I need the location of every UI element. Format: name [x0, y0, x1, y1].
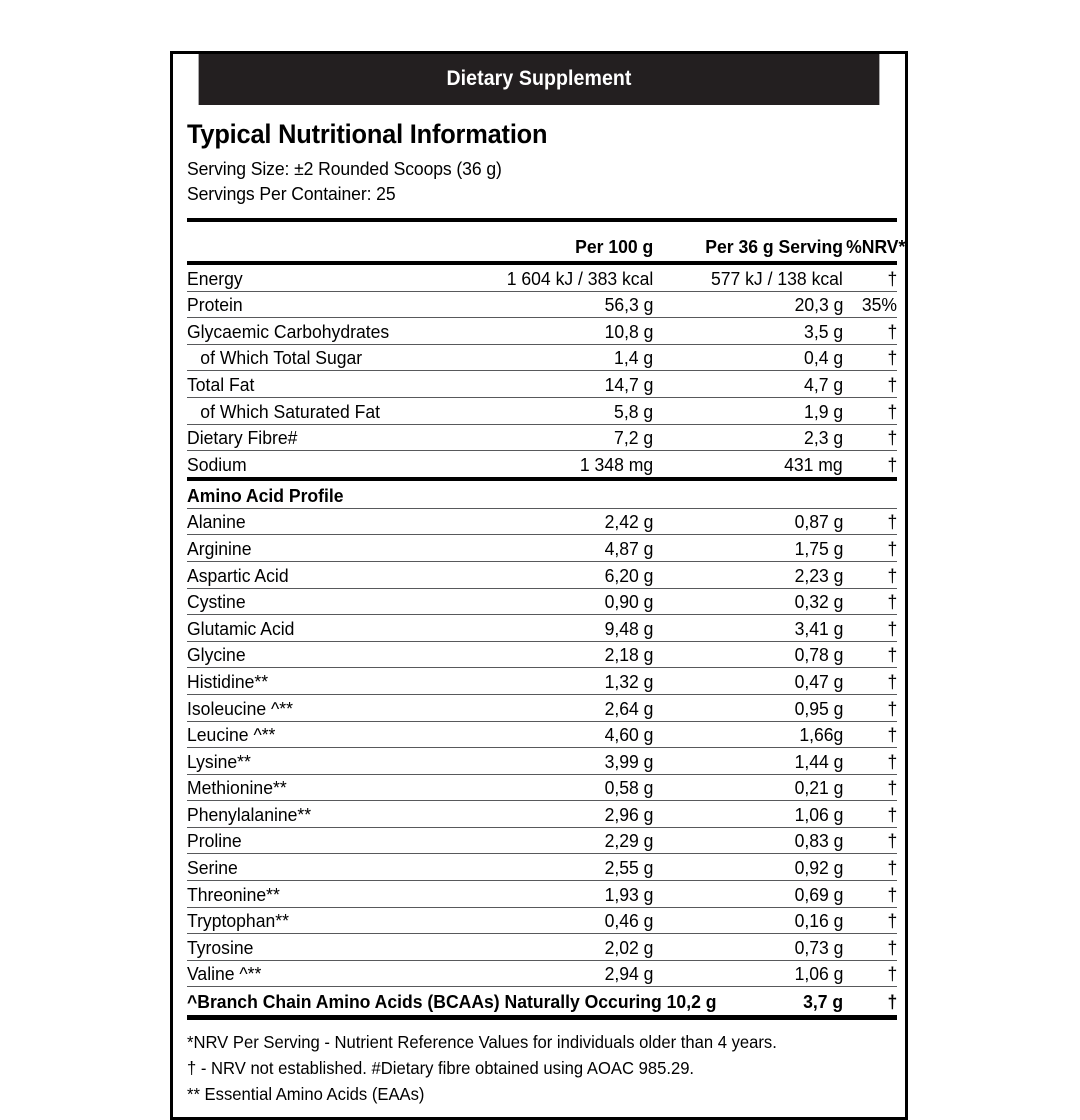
value-per-serving: 1,9 g — [653, 397, 843, 424]
value-nrv: † — [843, 854, 897, 881]
value-per-serving: 1,66g — [653, 721, 843, 748]
serving-size: Serving Size: ±2 Rounded Scoops (36 g) — [187, 158, 502, 179]
table-row — [187, 291, 897, 318]
banner-label: Dietary Supplement — [446, 67, 632, 90]
row-label: Leucine ^** — [187, 721, 461, 748]
value-per-100g: 2,29 g — [461, 827, 653, 854]
value-per-100g: 0,46 g — [461, 907, 653, 934]
value-per-100g: 0,90 g — [461, 588, 653, 615]
value-per-100g: 1 604 kJ / 383 kcal — [461, 263, 653, 291]
value-per-serving: 0,78 g — [653, 641, 843, 668]
table-row — [187, 801, 897, 828]
value-per-100g: 7,2 g — [461, 424, 653, 451]
row-label: Serine — [187, 854, 461, 881]
value-nrv: † — [843, 371, 897, 398]
nutrition-label-panel — [170, 51, 908, 1120]
nutrition-table-body — [187, 220, 906, 1018]
column-header-per-serving: Per 36 g Serving — [653, 220, 843, 263]
value-nrv: † — [843, 668, 897, 695]
table-row — [187, 641, 897, 668]
value-per-serving: 1,75 g — [653, 535, 843, 562]
row-label: Tyrosine — [187, 934, 461, 961]
value-per-100g: 2,02 g — [461, 934, 653, 961]
table-row — [187, 371, 897, 398]
value-per-serving: 577 kJ / 138 kcal — [653, 263, 843, 291]
value-per-serving: 2,23 g — [653, 561, 843, 588]
value-per-serving: 2,3 g — [653, 424, 843, 451]
value-nrv: † — [843, 641, 897, 668]
value-per-100g: 56,3 g — [461, 291, 653, 318]
table-row — [187, 535, 897, 562]
value-nrv: † — [843, 774, 897, 801]
value-per-serving: 431 mg — [653, 451, 843, 479]
table-row — [187, 615, 897, 642]
bcaa-value-per-serving: 3,7 g — [653, 987, 843, 1018]
dietary-supplement-banner — [199, 54, 880, 105]
table-row — [187, 344, 897, 371]
value-per-serving: 1,44 g — [653, 748, 843, 775]
value-nrv: † — [843, 263, 897, 291]
value-per-100g: 3,99 g — [461, 748, 653, 775]
value-per-serving: 0,92 g — [653, 854, 843, 881]
value-per-serving: 0,4 g — [653, 344, 843, 371]
value-per-serving: 0,21 g — [653, 774, 843, 801]
value-nrv: † — [843, 344, 897, 371]
value-nrv: † — [843, 721, 897, 748]
value-nrv: † — [843, 694, 897, 721]
row-label: of Which Total Sugar — [187, 344, 461, 371]
table-row — [187, 397, 897, 424]
row-label: Aspartic Acid — [187, 561, 461, 588]
value-per-serving: 0,16 g — [653, 907, 843, 934]
table-row — [187, 881, 897, 908]
value-per-serving: 3,5 g — [653, 318, 843, 345]
value-per-100g: 5,8 g — [461, 397, 653, 424]
value-per-100g: 2,42 g — [461, 508, 653, 535]
row-label: Glutamic Acid — [187, 615, 461, 642]
column-header-nrv: %NRV* — [843, 220, 897, 263]
value-per-serving: 0,47 g — [653, 668, 843, 695]
row-label: Phenylalanine** — [187, 801, 461, 828]
table-row — [187, 508, 897, 535]
table-row — [187, 748, 897, 775]
value-per-serving: 1,06 g — [653, 801, 843, 828]
value-nrv: † — [843, 397, 897, 424]
table-row — [187, 424, 897, 451]
value-nrv: † — [843, 535, 897, 562]
bcaa-label: ^Branch Chain Amino Acids (BCAAs) Naturally Occuring 10,2 g — [187, 987, 653, 1018]
value-nrv: † — [843, 748, 897, 775]
row-label: Methionine** — [187, 774, 461, 801]
table-row — [187, 263, 897, 291]
value-per-100g: 1 348 mg — [461, 451, 653, 479]
value-nrv: † — [843, 881, 897, 908]
table-row — [187, 960, 897, 987]
table-row — [187, 907, 897, 934]
bcaa-value-nrv: † — [843, 987, 897, 1018]
label-body — [173, 119, 905, 1117]
value-per-100g: 6,20 g — [461, 561, 653, 588]
value-per-100g: 10,8 g — [461, 318, 653, 345]
nutrition-table — [187, 218, 906, 1020]
value-per-serving: 4,7 g — [653, 371, 843, 398]
row-label: Sodium — [187, 451, 461, 479]
table-row — [187, 561, 897, 588]
table-row — [187, 721, 897, 748]
value-nrv: † — [843, 827, 897, 854]
serving-info — [187, 156, 891, 206]
row-label: Glycine — [187, 641, 461, 668]
row-label: Protein — [187, 291, 461, 318]
footnotes — [187, 1020, 891, 1117]
value-per-100g: 1,93 g — [461, 881, 653, 908]
row-label: Alanine — [187, 508, 461, 535]
value-per-100g: 2,64 g — [461, 694, 653, 721]
row-label: Cystine — [187, 588, 461, 615]
value-per-100g: 2,94 g — [461, 960, 653, 987]
page-title: Typical Nutritional Information — [187, 119, 548, 149]
row-label: Arginine — [187, 535, 461, 562]
value-per-serving: 0,73 g — [653, 934, 843, 961]
value-nrv: † — [843, 318, 897, 345]
value-nrv: † — [843, 960, 897, 987]
value-per-100g: 2,96 g — [461, 801, 653, 828]
value-nrv: † — [843, 907, 897, 934]
table-row — [187, 934, 897, 961]
table-row — [187, 827, 897, 854]
table-row — [187, 774, 897, 801]
row-label: Lysine** — [187, 748, 461, 775]
value-per-100g: 0,58 g — [461, 774, 653, 801]
value-per-serving: 1,06 g — [653, 960, 843, 987]
value-nrv: † — [843, 588, 897, 615]
bcaa-summary-row — [187, 987, 897, 1018]
value-nrv: † — [843, 424, 897, 451]
table-row — [187, 588, 897, 615]
row-label: Histidine** — [187, 668, 461, 695]
row-label: Tryptophan** — [187, 907, 461, 934]
value-nrv: † — [843, 934, 897, 961]
table-row — [187, 451, 897, 479]
row-label: of Which Saturated Fat — [187, 397, 461, 424]
value-per-100g: 4,60 g — [461, 721, 653, 748]
value-nrv: † — [843, 508, 897, 535]
value-per-100g: 4,87 g — [461, 535, 653, 562]
column-header-name — [187, 220, 461, 263]
row-label: Glycaemic Carbohydrates — [187, 318, 461, 345]
value-per-100g: 9,48 g — [461, 615, 653, 642]
section-header-amino-acid-profile — [187, 479, 897, 509]
value-per-100g: 2,18 g — [461, 641, 653, 668]
table-row — [187, 668, 897, 695]
value-nrv: † — [843, 801, 897, 828]
footnote-eaa: ** Essential Amino Acids (EAAs) — [187, 1084, 425, 1105]
value-nrv: † — [843, 561, 897, 588]
value-nrv: † — [843, 615, 897, 642]
value-per-serving: 0,69 g — [653, 881, 843, 908]
column-header-per-100g: Per 100 g — [461, 220, 653, 263]
value-per-100g: 1,4 g — [461, 344, 653, 371]
row-label: Threonine** — [187, 881, 461, 908]
row-label: Valine ^** — [187, 960, 461, 987]
value-per-serving: 0,95 g — [653, 694, 843, 721]
table-row — [187, 854, 897, 881]
row-label: Isoleucine ^** — [187, 694, 461, 721]
row-label: Proline — [187, 827, 461, 854]
value-per-serving: 3,41 g — [653, 615, 843, 642]
table-row — [187, 318, 897, 345]
value-per-serving: 20,3 g — [653, 291, 843, 318]
table-header-row — [187, 220, 897, 263]
table-row — [187, 694, 897, 721]
value-per-serving: 0,87 g — [653, 508, 843, 535]
value-per-100g: 2,55 g — [461, 854, 653, 881]
value-per-serving: 0,32 g — [653, 588, 843, 615]
value-per-100g: 14,7 g — [461, 371, 653, 398]
value-nrv: † — [843, 451, 897, 479]
value-per-serving: 0,83 g — [653, 827, 843, 854]
servings-per-container: Servings Per Container: 25 — [187, 183, 396, 204]
footnote-dagger: † - NRV not established. #Dietary fibre obtained using AOAC 985.29. — [187, 1058, 695, 1079]
row-label: Dietary Fibre# — [187, 424, 461, 451]
footnote-nrv: *NRV Per Serving - Nutrient Reference Values for individuals older than 4 years. — [187, 1032, 777, 1053]
row-label: Energy — [187, 263, 461, 291]
value-per-100g: 1,32 g — [461, 668, 653, 695]
section-header-label: Amino Acid Profile — [187, 479, 897, 509]
value-nrv: 35% — [843, 291, 897, 318]
row-label: Total Fat — [187, 371, 461, 398]
